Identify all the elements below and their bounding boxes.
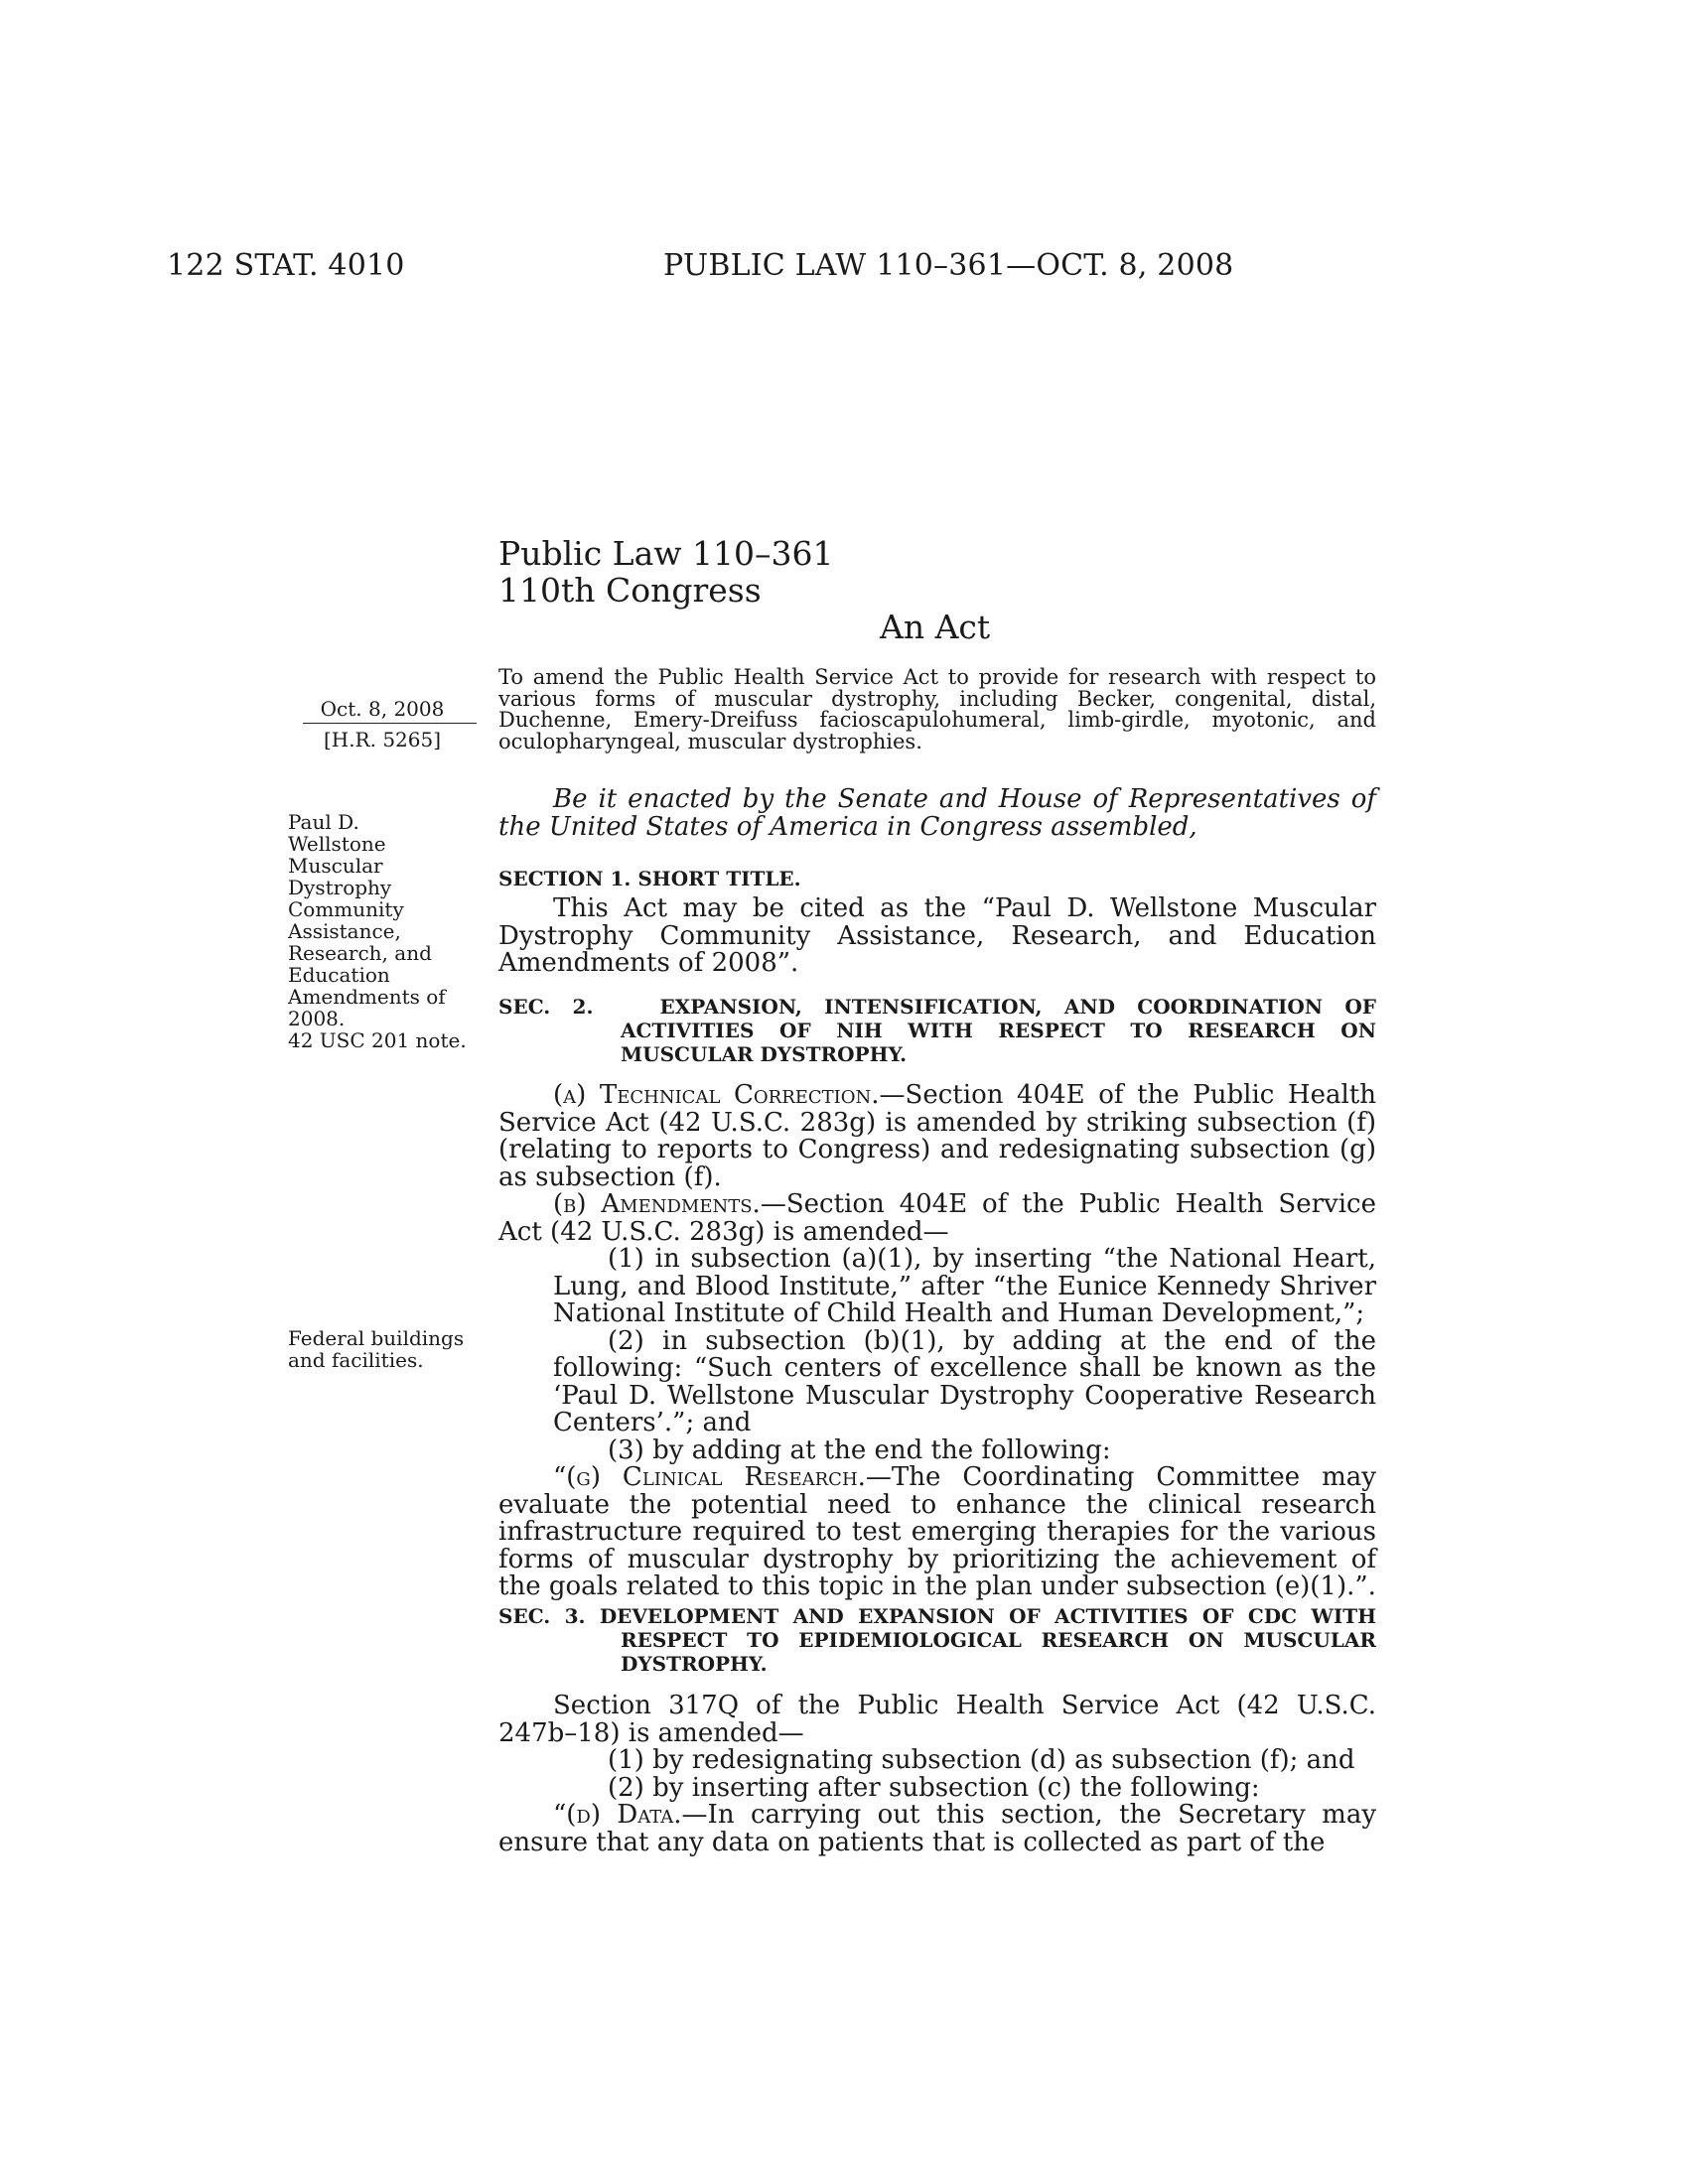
paragraph-b3: (3) by adding at the end the following: bbox=[608, 1434, 1111, 1465]
public-law-number: Public Law 110–361 bbox=[498, 534, 834, 573]
section-3-intro: Section 317Q of the Public Health Service Act (42 U.S.C. 247b–18) is amended— bbox=[498, 1691, 1376, 1748]
subsection-g-text: —The Coordinating Committee may evaluate the potential need to enhance the clinical research infrastructure required to test emerging therapies for the various forms of muscular dystrophy by prioritizing the achievement of the goals related to this topic in the plan under subsection (e)(1).”. bbox=[498, 1462, 1376, 1601]
subsection-d-text: —In carrying out this section, the Secretary may ensure that any data on patients that is collected as part of the bbox=[498, 1800, 1377, 1857]
section-3-title: DEVELOPMENT AND EXPANSION OF ACTIVITIES OF CDC WITH RESPECT TO EPIDEMIOLOGICAL RESEARCH ON MUSCULAR DYSTROPHY. bbox=[599, 1604, 1376, 1676]
section-2-heading bbox=[498, 995, 1376, 1066]
subsection-g bbox=[498, 1464, 1376, 1601]
section-1-heading: SECTION 1. SHORT TITLE. bbox=[498, 867, 801, 890]
margin-federal-note: Federal buildings and facilities. bbox=[288, 1326, 465, 1372]
subsection-b-label: (b) Amendments. bbox=[553, 1189, 761, 1219]
subsection-b-text: —Section 404E of the Public Health Service Act (42 U.S.C. 283g) is amended— bbox=[498, 1189, 1376, 1247]
section-3-heading bbox=[498, 1604, 1376, 1676]
margin-usc-note: 42 USC 201 note. bbox=[288, 1028, 467, 1052]
section-2-prefix: SEC. 2. bbox=[498, 995, 594, 1019]
subsection-a bbox=[498, 1082, 1376, 1191]
enacting-clause: Be it enacted by the Senate and House of Representatives of the United States of America in Congress assembled, bbox=[498, 784, 1376, 842]
subsection-d-label: “(d) Data. bbox=[553, 1800, 682, 1830]
section-3-prefix: SEC. 3. bbox=[498, 1604, 586, 1628]
paragraph-b2: (2) in subsection (b)(1), by adding at the end of the following: “Such centers of excellence shall be known as the ‘Paul D. Wellstone Muscular Dystrophy Cooperative Research Centers’.”; and bbox=[553, 1325, 1376, 1437]
section-3-item-1: (1) by redesignating subsection (d) as subsection (f); and bbox=[608, 1745, 1355, 1775]
running-head-law-date: PUBLIC LAW 110–361—OCT. 8, 2008 bbox=[663, 248, 1234, 283]
congress-number: 110th Congress bbox=[498, 571, 762, 610]
section-2-title: EXPANSION, INTENSIFICATION, AND COORDINATION OF ACTIVITIES OF NIH WITH RESPECT TO RESEARCH ON MUSCULAR DYSTROPHY. bbox=[621, 995, 1376, 1066]
margin-bill-number: [H.R. 5265] bbox=[323, 728, 442, 751]
margin-divider bbox=[303, 723, 477, 724]
an-act-heading: An Act bbox=[880, 608, 991, 646]
subsection-a-label: (a) Technical Correction. bbox=[553, 1080, 880, 1110]
margin-approval-date: Oct. 8, 2008 bbox=[320, 697, 445, 721]
act-purpose: To amend the Public Health Service Act to provide for research with respect to various forms of muscular dystrophy, including Becker, congenital, distal, Duchenne, Emery-Dreifuss facioscapulohumeral, limb-girdle, myotonic, and oculopharyngeal, muscular dystrophies. bbox=[498, 665, 1376, 753]
section-3-item-2: (2) by inserting after subsection (c) the following: bbox=[608, 1772, 1260, 1803]
subsection-b bbox=[498, 1191, 1376, 1246]
paragraph-b1: (1) in subsection (a)(1), by inserting “the National Heart, Lung, and Blood Institute,” after “the Eunice Kennedy Shriver National Institute of Child Health and Human Development,”; bbox=[553, 1244, 1376, 1328]
margin-short-title-note: Paul D. Wellstone Muscular Dystrophy Community Assistance, Research, and Education Amendments of 2008. bbox=[288, 810, 446, 1030]
subsection-d bbox=[498, 1802, 1376, 1856]
stat-citation: 122 STAT. 4010 bbox=[167, 248, 405, 283]
subsection-a-text: —Section 404E of the Public Health Service Act (42 U.S.C. 283g) is amended by striking subsection (f) (relating to reports to Congress) and redesignating subsection (g) as subsection (f). bbox=[498, 1080, 1376, 1192]
section-2-body bbox=[498, 1082, 1376, 1601]
section-1-text: This Act may be cited as the “Paul D. Wellstone Muscular Dystrophy Community Assistance, Research, and Education Amendments of 2008”. bbox=[498, 893, 1376, 978]
section-3-body bbox=[498, 1693, 1376, 1856]
subsection-g-label: “(g) Clinical Research. bbox=[553, 1462, 866, 1492]
